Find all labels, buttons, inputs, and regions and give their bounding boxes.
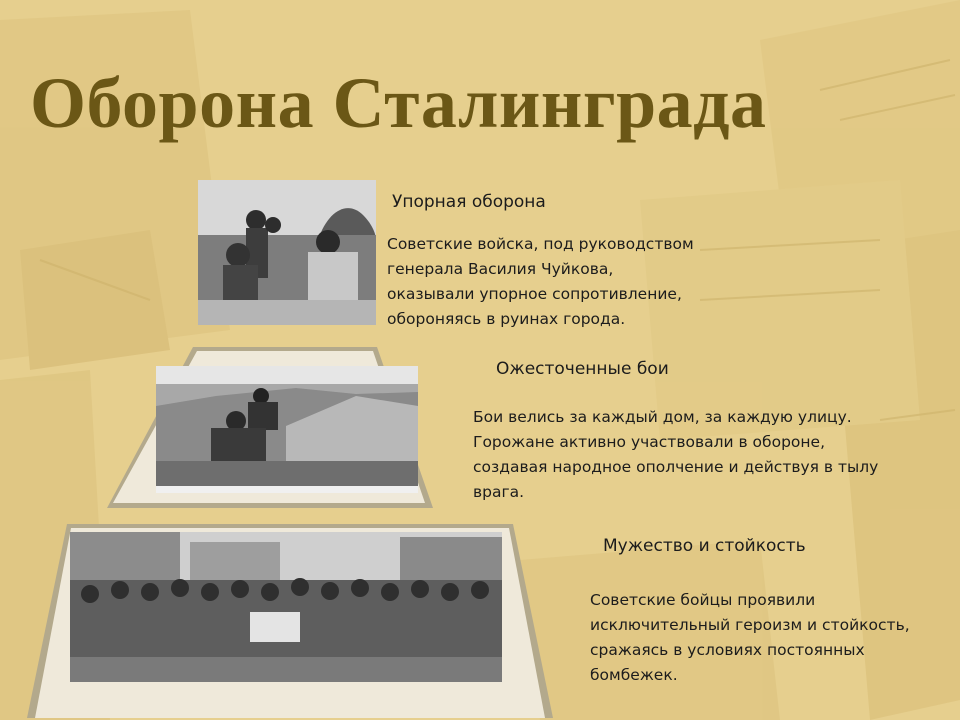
section-heading-courage: Мужество и стойкость — [603, 536, 806, 556]
section-heading-fierce-battles: Ожесточенные бои — [496, 359, 669, 379]
photo-crowd-soldiers — [70, 532, 502, 682]
photo-soldiers-ruins — [198, 180, 376, 325]
section-text-fierce-battles: Бои велись за каждый дом, за каждую улицу. Горожане активно участвовали в обороне, создавая народное ополчение и действуя в тылу врага. — [473, 408, 879, 501]
section-text-courage: Советские бойцы проявили исключительный героизм и стойкость, сражаясь в условиях постоянных бомбежек. — [590, 591, 910, 684]
section-heading-stubborn-defense: Упорная оборона — [392, 192, 546, 212]
slide-title: Оборона Сталинграда — [30, 63, 767, 143]
section-text-stubborn-defense: Советские войска, под руководством генерала Василия Чуйкова, оказывали упорное сопротивление, обороняясь в руинах города. — [387, 235, 694, 328]
photo-street-fighting — [156, 366, 418, 493]
